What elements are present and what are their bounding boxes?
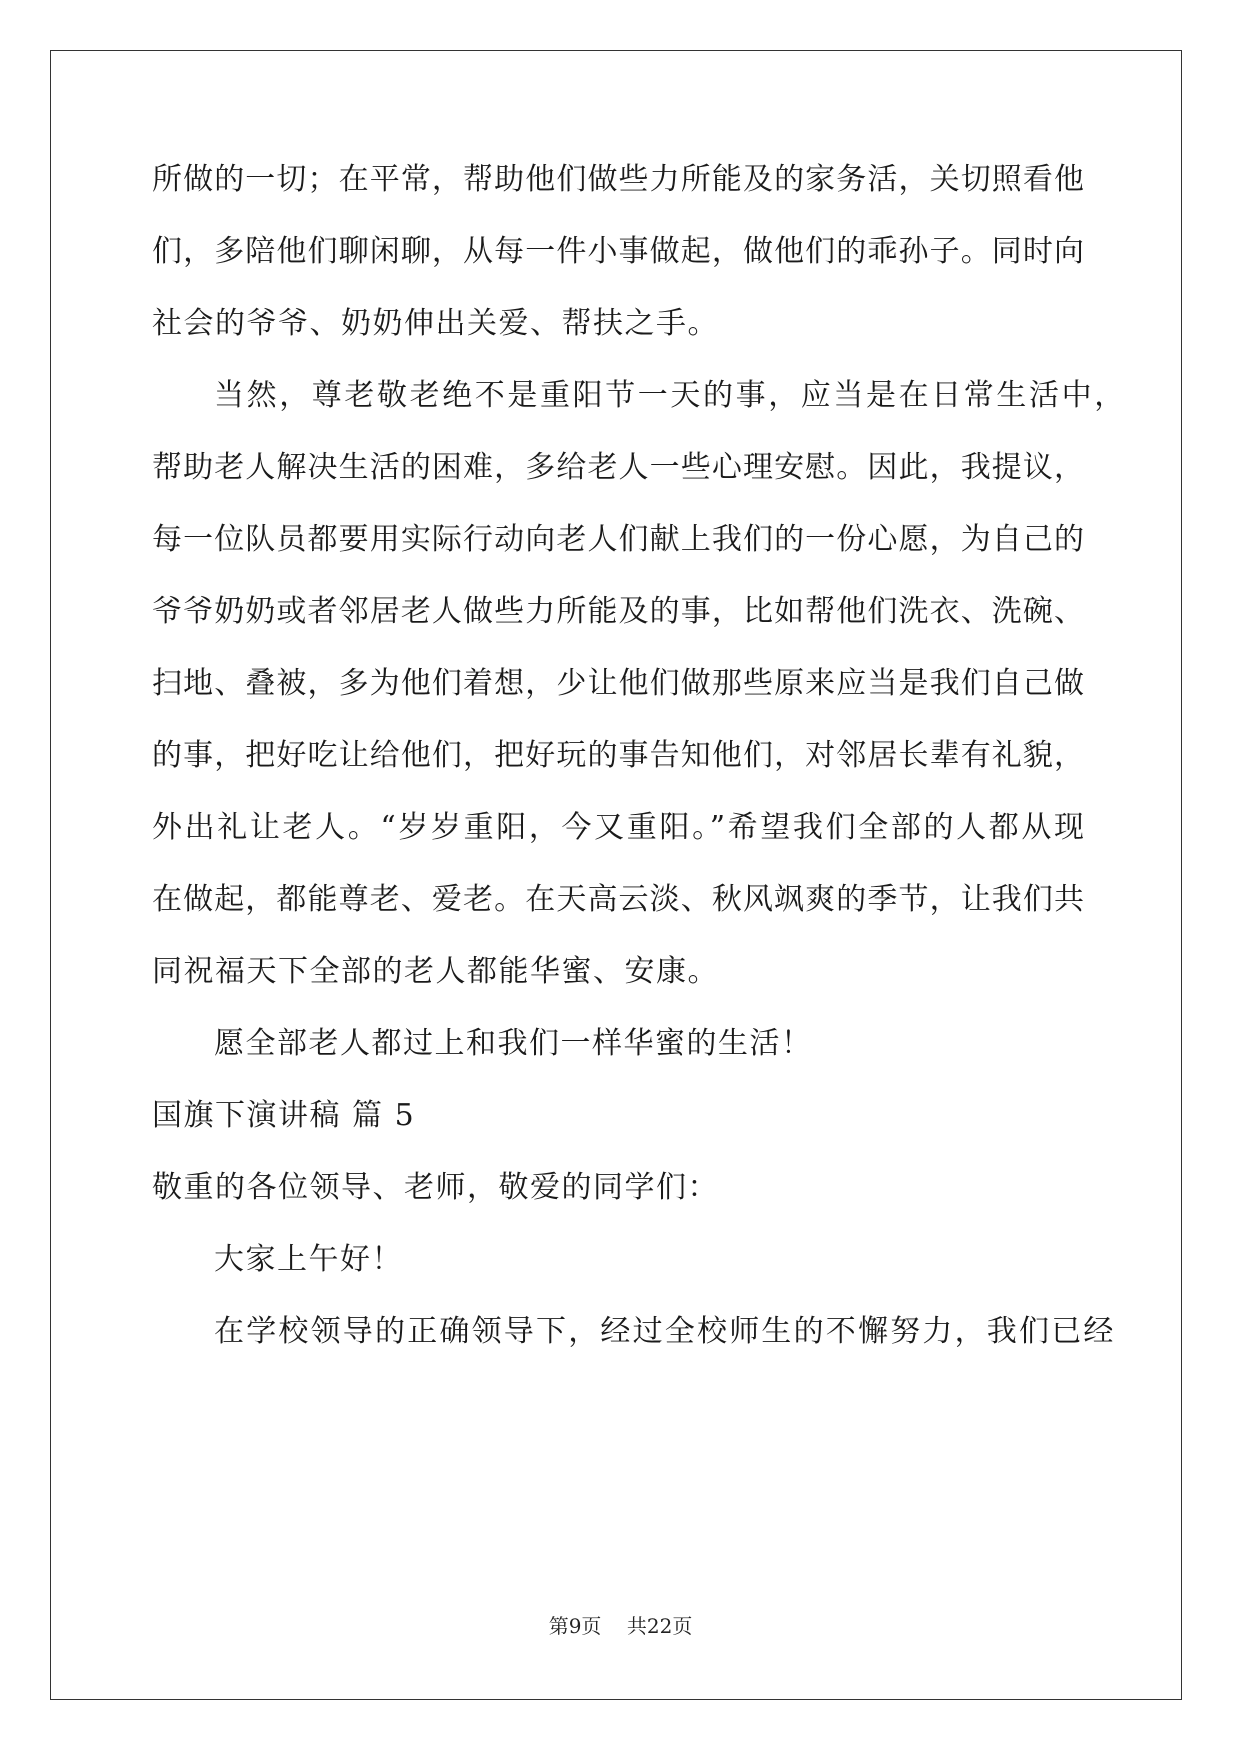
paragraph-line: 外出礼让老人。“岁岁重阳，今又重阳。”希望我们全部的人都从现	[152, 810, 1084, 845]
page-suffix: 页	[581, 1614, 602, 1638]
paragraph-line: 同祝福天下全部的老人都能华蜜、安康。	[152, 954, 719, 989]
paragraph-line: 帮助老人解决生活的困难，多给老人一些心理安慰。因此，我提议，	[152, 450, 1084, 485]
total-suffix: 页	[672, 1614, 693, 1638]
paragraph-line: 当然，尊老敬老绝不是重阳节一天的事，应当是在日常生活中，	[214, 378, 1127, 413]
paragraph-line: 的事，把好吃让给他们，把好玩的事告知他们，对邻居长辈有礼貌，	[152, 738, 1084, 773]
paragraph-line: 扫地、叠被，多为他们着想，少让他们做那些原来应当是我们自己做	[152, 666, 1084, 701]
paragraph-line: 在学校领导的正确领导下，经过全校师生的不懈努力，我们已经	[214, 1314, 1116, 1349]
page-footer	[0, 1614, 1241, 1638]
paragraph-line: 所做的一切；在平常，帮助他们做些力所能及的家务活，关切照看他	[152, 162, 1084, 197]
greeting: 大家上午好！	[214, 1242, 403, 1277]
section-heading: 国旗下演讲稿 篇 5	[152, 1098, 416, 1133]
total-pages: 22	[646, 1614, 673, 1638]
paragraph-line: 爷爷奶奶或者邻居老人做些力所能及的事，比如帮他们洗衣、洗碗、	[152, 594, 1084, 629]
page-border	[50, 50, 1182, 1700]
page-prefix: 第	[548, 1614, 569, 1638]
salutation: 敬重的各位领导、老师，敬爱的同学们：	[152, 1170, 719, 1205]
paragraph-line: 们，多陪他们聊闲聊，从每一件小事做起，做他们的乖孙子。同时向	[152, 234, 1084, 269]
paragraph-line: 每一位队员都要用实际行动向老人们献上我们的一份心愿，为自己的	[152, 522, 1084, 557]
paragraph-line: 在做起，都能尊老、爱老。在天高云淡、秋风飒爽的季节，让我们共	[152, 882, 1084, 917]
total-prefix: 共	[626, 1614, 647, 1638]
page-number: 9	[568, 1614, 582, 1638]
paragraph-line: 社会的爷爷、奶奶伸出关爱、帮扶之手。	[152, 306, 719, 341]
paragraph-line: 愿全部老人都过上和我们一样华蜜的生活！	[214, 1026, 813, 1061]
